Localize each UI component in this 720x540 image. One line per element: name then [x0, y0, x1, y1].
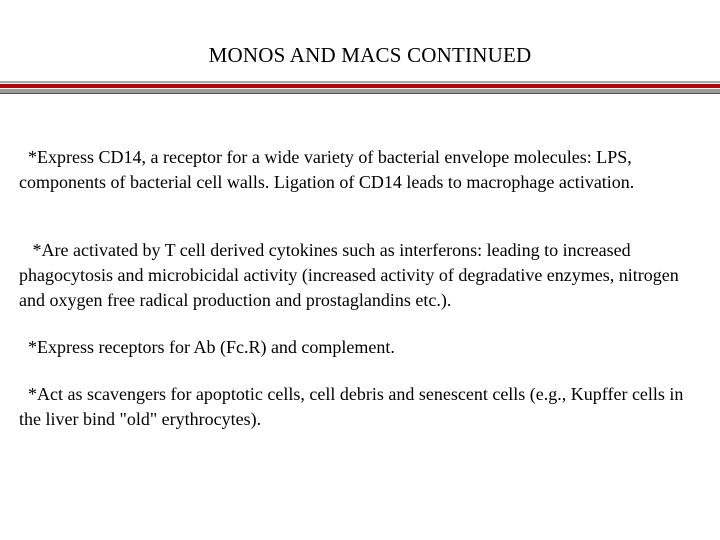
bullet-receptors: *Express receptors for Ab (Fc.R) and complement. [19, 337, 395, 357]
bullet-activation: *Are activated by T cell derived cytokines such as interferons: leading to increased phagocytosis and microbicidal activity (increased activity of degradative enzymes, nitrogen and oxygen free radical production and prostaglandins etc.). [19, 240, 684, 310]
bullet-cd14: *Express CD14, a receptor for a wide variety of bacterial envelope molecules: LPS, components of bacterial cell walls. Ligation of CD14 leads to macrophage activation. [19, 147, 637, 192]
bullet-scavengers: *Act as scavengers for apoptotic cells, cell debris and senescent cells (e.g., Kupffer cells in the liver bind "old" erythrocytes). [19, 384, 688, 429]
slide-title: MONOS AND MACS CONTINUED [208, 43, 532, 67]
divider-red-line [0, 84, 720, 88]
divider-gray-line [0, 81, 720, 83]
divider-dark-edge [0, 93, 720, 94]
